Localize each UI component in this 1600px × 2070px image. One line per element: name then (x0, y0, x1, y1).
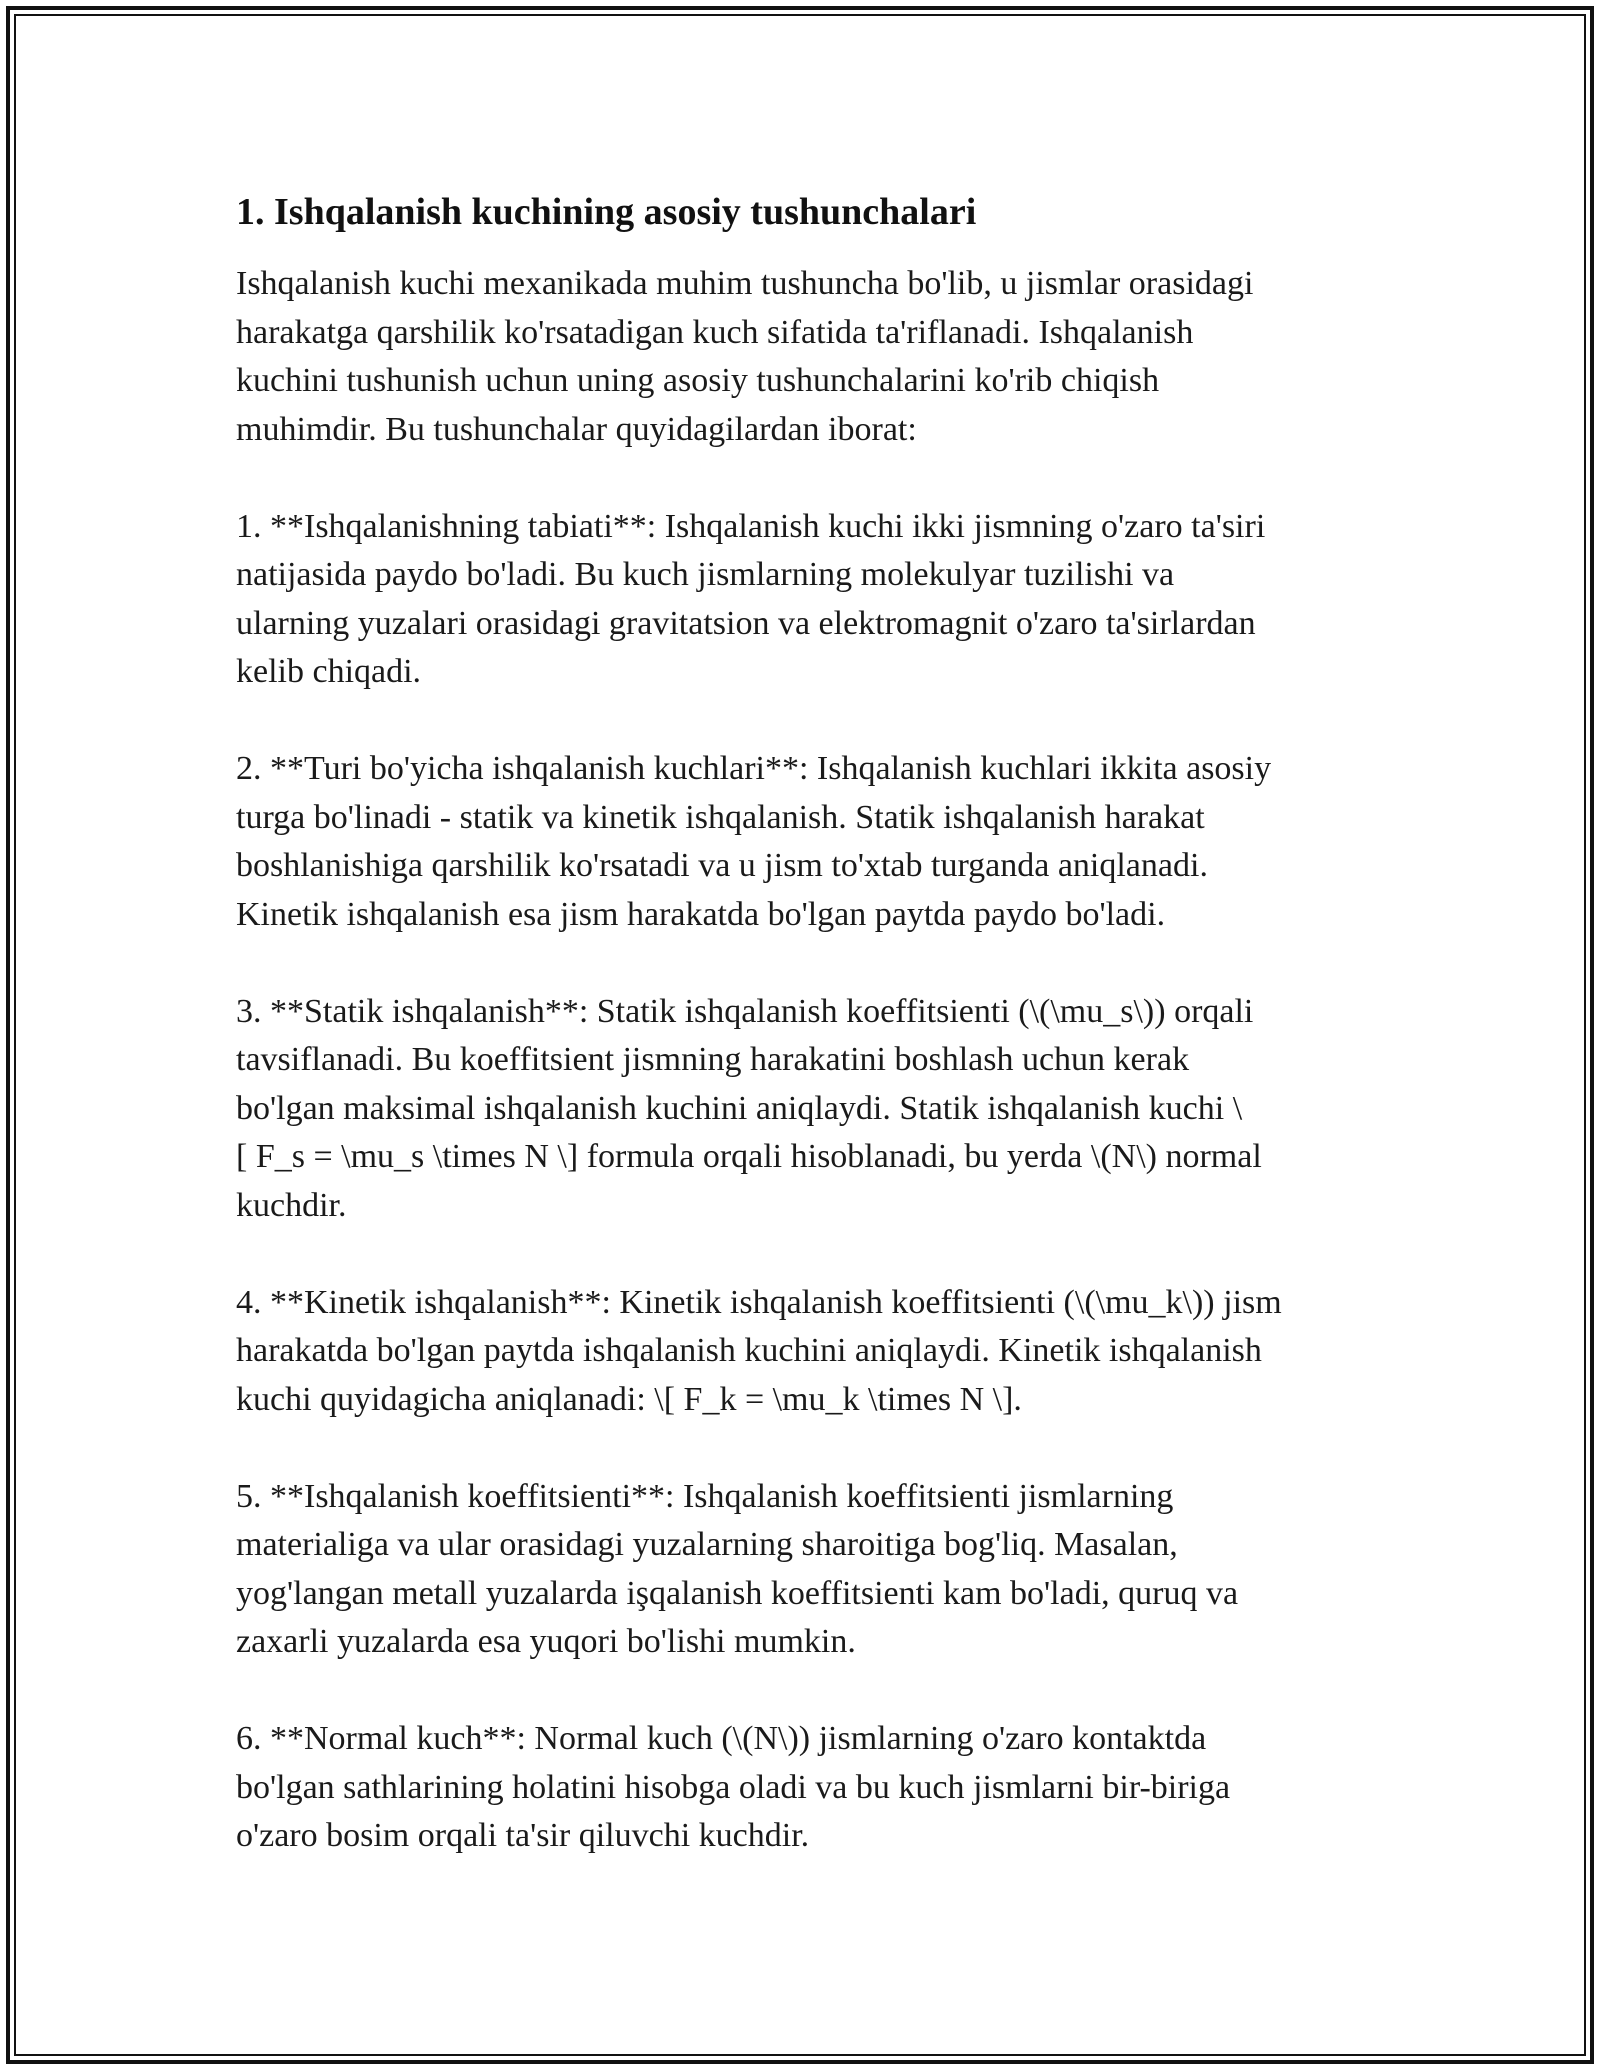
list-item-normal-force: 6. **Normal kuch**: Normal kuch (\(N\)) jismlarning o'zaro kontaktda bo'lgan sathlarining holatini hisobga oladi va bu kuch jismlarni bir-biriga o'zaro bosim orqali ta'sir qiluvchi kuchdir. (236, 1720, 1231, 1854)
list-item-friction-coefficient: 5. **Ishqalanish koeffitsienti**: Ishqalanish koeffitsienti jismlarning materialiga va ular orasidagi yuzalarning sharoitiga bog'liq. Masalan, yog'langan metall yuzalarda işqalanish koeffitsienti kam bo'ladi, quruq va zaxarli yuzalarda esa yuqori bo'lishi mumkin. (236, 1477, 1239, 1660)
list-item-friction-nature: 1. **Ishqalanishning tabiati**: Ishqalanish kuchi ikki jismning o'zaro ta'siri natijasida paydo bo'ladi. Bu kuch jismlarning molekulyar tuzilishi va ularning yuzalari orasidagi gravitatsion va elektromagnit o'zaro ta'sirlardan kelib chiqadi. (236, 507, 1266, 690)
document-body (236, 186, 1366, 1861)
section-heading: 1. Ishqalanish kuchining asosiy tushunchalari (236, 191, 977, 233)
list-item-friction-types: 2. **Turi bo'yicha ishqalanish kuchlari**: Ishqalanish kuchlari ikkita asosiy turga bo'linadi - statik va kinetik ishqalanish. Statik ishqalanish harakat boshlanishiga qarshilik ko'rsatadi va u jism to'xtab turganda aniqlanadi. Kinetik ishqalanish esa jism harakatda bo'lgan paytda paydo bo'ladi. (236, 750, 1272, 933)
list-item-kinetic-friction: 4. **Kinetik ishqalanish**: Kinetik ishqalanish koeffitsienti (\(\mu_k\)) jism harakatda bo'lgan paytda ishqalanish kuchini aniqlaydi. Kinetik ishqalanish kuchi quyidagicha aniqlanadi: \[ F_k = \mu_k \times N \]. (236, 1283, 1282, 1418)
intro-paragraph: Ishqalanish kuchi mexanikada muhim tushuncha bo'lib, u jismlar orasidagi harakatga qarshilik ko'rsatadigan kuch sifatida ta'riflanadi. Ishqalanish kuchini tushunish uchun uning asosiy tushunchalarini ko'rib chiqish muhimdir. Bu tushunchalar quyidagilardan iborat: (236, 265, 1254, 448)
list-item-static-friction: 3. **Statik ishqalanish**: Statik ishqalanish koeffitsienti (\(\mu_s\)) orqali tavsiflanadi. Bu koeffitsient jismning harakatini boshlash uchun kerak bo'lgan maksimal ishqalanish kuchini aniqlaydi. Statik ishqalanish kuchi \ [ F_s = \mu_s \times N \] formula orqali hisoblanadi, bu yerda \(N\) normal kuchdir. (236, 992, 1262, 1224)
